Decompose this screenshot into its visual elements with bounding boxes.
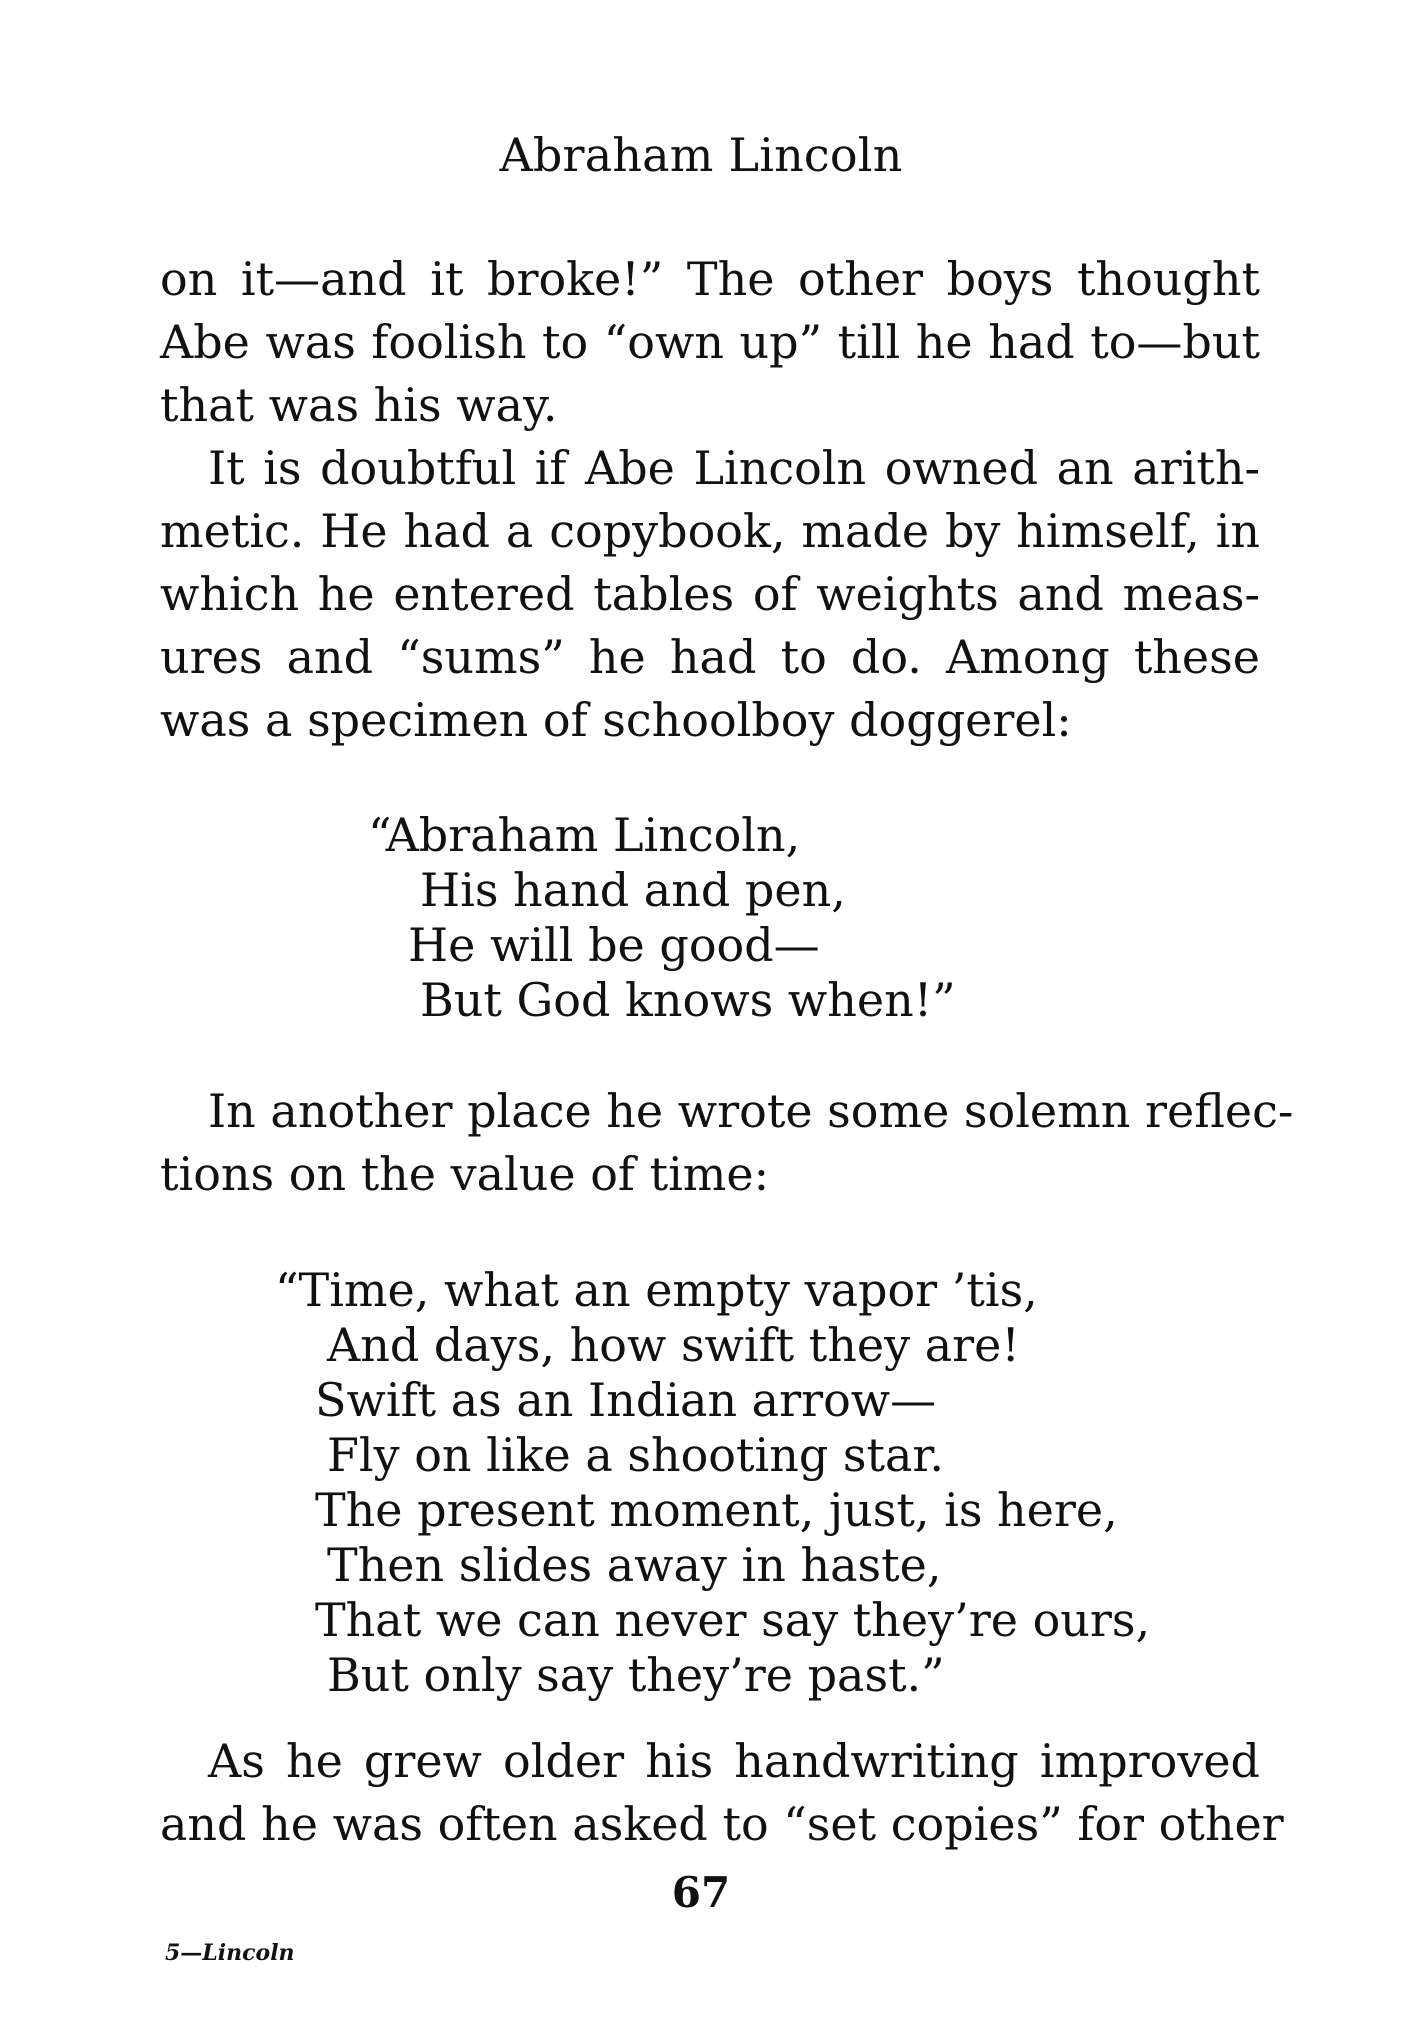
- verse-line: “Time, what an empty vapor ’tis,: [275, 1263, 1038, 1317]
- text-line: It is doubtful if Abe Lincoln owned an arith-: [208, 441, 1260, 495]
- text-line: on it—and it broke!” The other boys thought: [160, 252, 1260, 306]
- verse-line: Swift as an Indian arrow—: [315, 1373, 937, 1427]
- paragraph-continuation: [160, 248, 1260, 437]
- verse-line: That we can never say they’re ours,: [315, 1593, 1151, 1647]
- paragraph-handwriting: [160, 1730, 1284, 1856]
- paragraph-copybook: [160, 437, 1260, 752]
- text-line: that was his way.: [160, 378, 558, 432]
- verse-line: But only say they’re past.”: [327, 1648, 945, 1702]
- text-line: ures and “sums” he had to do. Among these: [160, 630, 1260, 684]
- verse-line: Fly on like a shooting star.: [327, 1428, 944, 1482]
- verse-line: And days, how swift they are!: [327, 1318, 1020, 1372]
- text-line: In another place he wrote some solemn reflec-: [208, 1084, 1294, 1138]
- text-line: tions on the value of time:: [160, 1147, 770, 1201]
- text-line: Abe was foolish to “own up” till he had to—but: [160, 315, 1260, 369]
- verse-line: He will be good—: [408, 918, 820, 972]
- signature-mark: 5—Lincoln: [165, 1940, 295, 1966]
- verse-line: Then slides away in haste,: [327, 1538, 942, 1592]
- verse-doggerel: [368, 808, 956, 1028]
- text-line: and he was often asked to “set copies” for other: [160, 1797, 1284, 1851]
- paragraph-reflections: [160, 1080, 1294, 1206]
- verse-line: The present moment, just, is here,: [315, 1483, 1118, 1537]
- text-line: As he grew older his handwriting improved: [208, 1734, 1260, 1788]
- text-line: metic. He had a copybook, made by himself, in: [160, 504, 1260, 558]
- text-line: was a specimen of schoolboy doggerel:: [160, 693, 1072, 747]
- verse-time: [275, 1263, 1150, 1703]
- verse-line: But God knows when!”: [420, 973, 956, 1027]
- verse-line: “Abraham Lincoln,: [368, 808, 801, 862]
- verse-line: His hand and pen,: [420, 863, 846, 917]
- text-line: which he entered tables of weights and meas-: [160, 567, 1260, 621]
- running-head: Abraham Lincoln: [499, 128, 903, 182]
- page-number: 67: [671, 1868, 731, 1917]
